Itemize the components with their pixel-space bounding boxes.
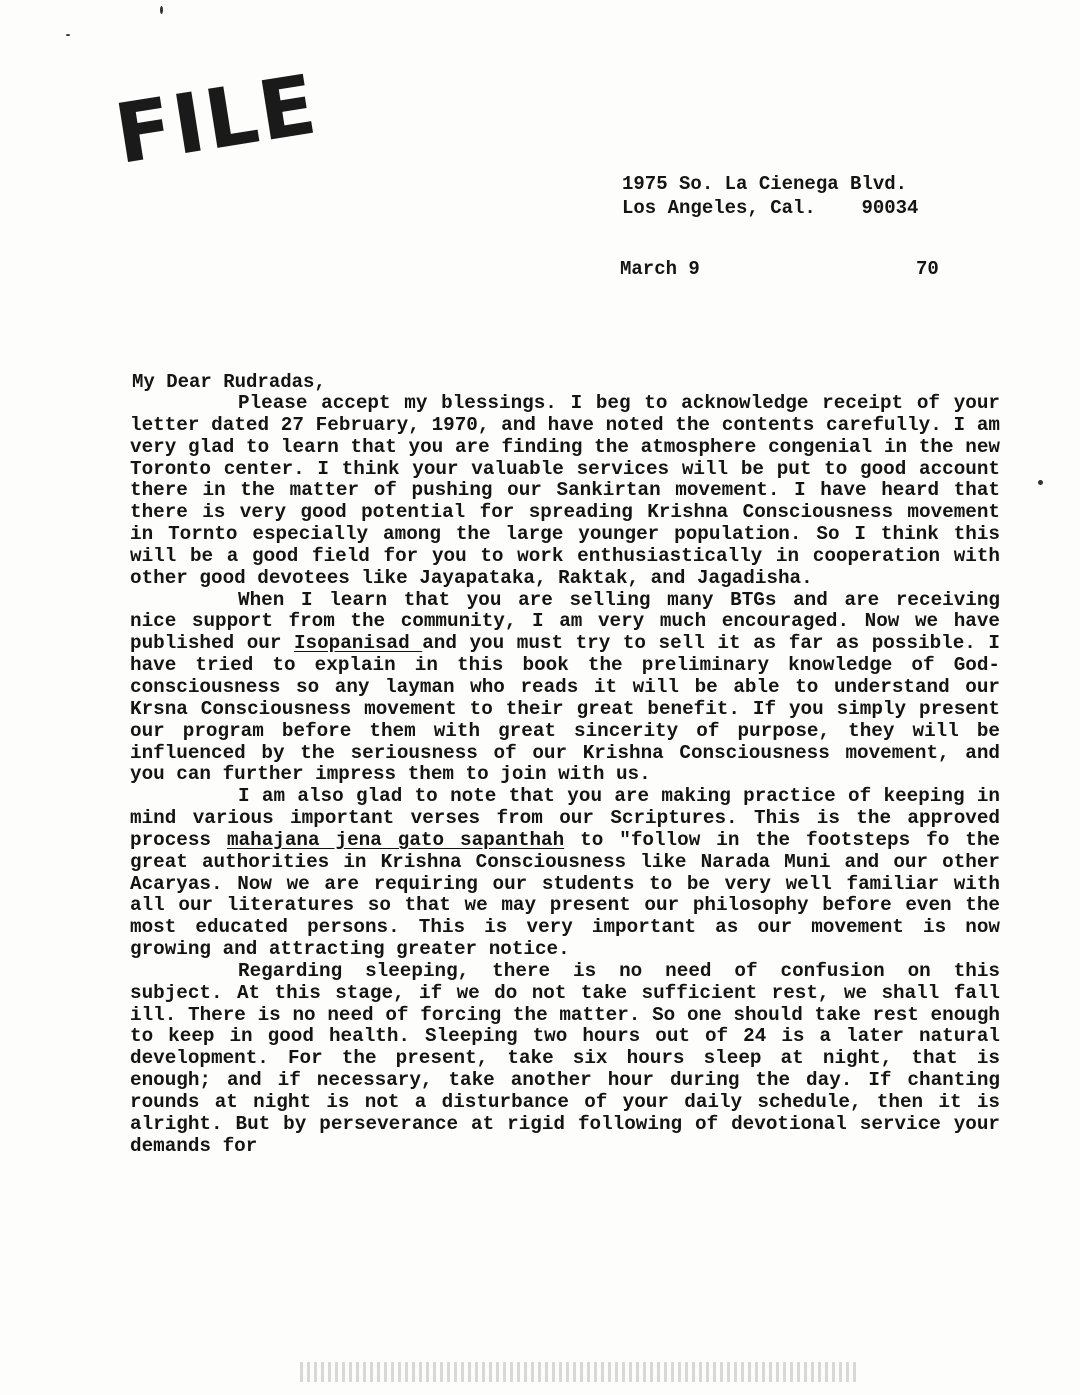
paragraph-3-text: I am also glad to note that you are making practice of keeping in mind various important verses from our Scriptures. This is the approved process — [130, 785, 1000, 851]
file-stamp: FILE — [108, 57, 325, 183]
scan-speck — [1038, 480, 1043, 485]
book-title-isopanisad: Isopanisad — [293, 632, 423, 655]
scan-speck — [160, 6, 163, 14]
paragraph-1-text: Please accept my blessings. I beg to acknowledge receipt of your letter dated 27 February, 1970, and have noted the contents carefully. I am very glad to learn that you are finding the atmosphere congenial in the new Toronto center. I think your valuable services will be put to good account there in the matter of pushing our Sankirtan movement. I have heard that there is very good potential for spreading Krishna Consciousness movement in Tornto especially among the large younger population. So I think this will be a good field for you to work enthusiastically in cooperation with other good devotees like Jayapataka, Raktak, and Jagadisha. — [130, 392, 1000, 589]
paragraph-4-text: Regarding sleeping, there is no need of confusion on this subject. At this stage, if we do not take sufficient rest, we shall fall ill. There is no need of forcing the matter. So one should take rest enough to keep in good health. Sleeping two hours out of 24 is a later natural development. For the present, take six hours sleep at night, that is enough; and if necessary, take another hour during the day. If chanting rounds at night is not a disturbance of your daily schedule, then it is alright. But by perseverance at rigid following of devotional service your demands for — [130, 959, 1000, 1157]
date-year: 70 — [916, 258, 939, 280]
address-line-2: Los Angeles, Cal. 90034 — [622, 197, 919, 219]
paragraph-4 — [130, 961, 1000, 1158]
paragraph-2 — [130, 590, 1000, 787]
paragraph-3-text-cont: to "follow in the footsteps fo the great authorities in Krishna Consciousness like Narada Muni and our other Acaryas. Now we are requiring our students to be very well familiar with all our literatures so that we may present our philosophy before even the most educated persons. This is very important as our movement is now growing and attracting greater notice. — [130, 828, 1000, 961]
scan-speck — [66, 34, 70, 36]
paragraph-2-text-cont: and you must try to sell it as far as possible. I have tried to explain in this book the preliminary knowledge of God-consciousness so any layman who reads it will be able to understand our Krsna Consciousness movement to their great benefit. If you simply present our program before them with great sincerity of purpose, they will be influenced by the seriousness of our Krishna Consciousness movement, and you can further impress them to join with us. — [130, 632, 1000, 786]
address-line-1: 1975 So. La Cienega Blvd. — [622, 173, 908, 195]
letter-body — [130, 393, 1000, 1158]
paragraph-1 — [130, 393, 1000, 590]
salutation: My Dear Rudradas, — [132, 371, 326, 393]
scan-smudge — [300, 1362, 860, 1382]
sender-address — [622, 172, 918, 220]
date-month-day: March 9 — [620, 258, 700, 280]
paragraph-3 — [130, 786, 1000, 961]
sanskrit-verse: mahajana jena gato sapanthah — [226, 828, 565, 851]
paragraph-2-text: When I learn that you are selling many BTGs and are receiving nice support from the community, I am very much encouraged. Now we have published our — [130, 588, 1000, 655]
